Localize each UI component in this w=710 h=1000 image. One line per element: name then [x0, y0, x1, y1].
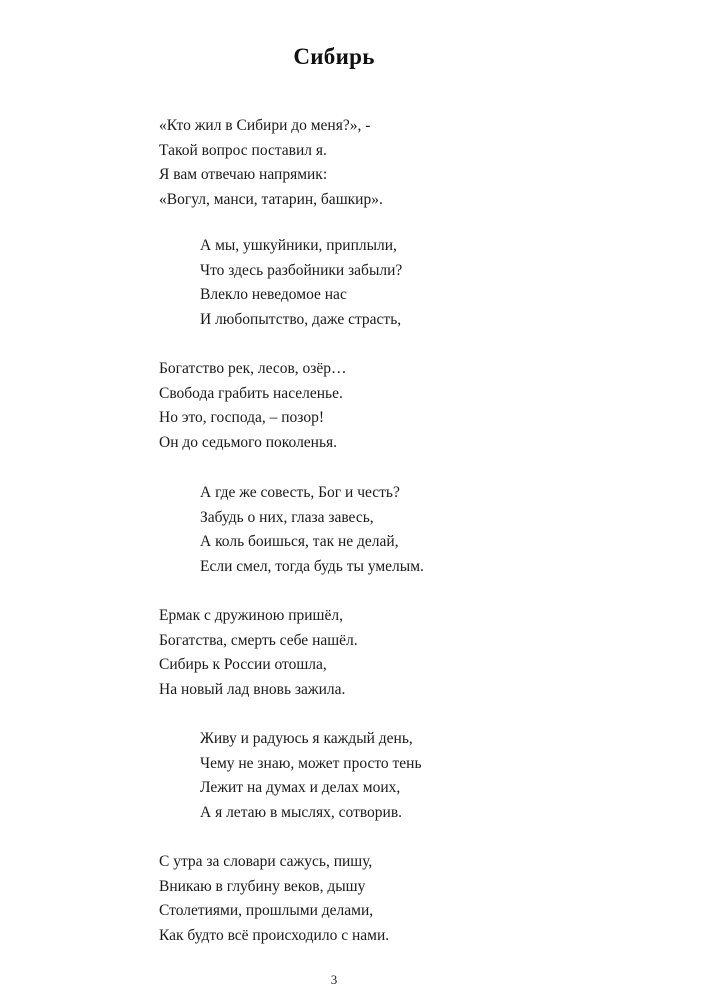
verse-line: А мы, ушкуйники, приплыли,	[200, 237, 397, 254]
stanza-6	[200, 727, 422, 825]
stanza-4	[200, 481, 424, 579]
verse-line: Ермак с дружиною пришёл,	[159, 607, 343, 624]
verse-line: Чему не знаю, может просто тень	[200, 754, 422, 772]
verse-line: Как будто всё происходило с нами.	[159, 926, 390, 944]
verse-line: Такой вопрос поставил я.	[159, 141, 327, 159]
verse-line: С утра за словари сажусь, пишу,	[159, 853, 373, 870]
verse-line: Но это, господа, – позор!	[159, 409, 325, 427]
verse-line: А коль боишься, так не делай,	[200, 533, 399, 551]
verse-line: Богатство рек, лесов, озёр…	[159, 360, 347, 377]
stanza-2	[200, 234, 402, 332]
stanza-1	[159, 114, 383, 212]
verse-line: «Вогул, манси, татарин, башкир».	[159, 190, 383, 208]
verse-line: Если смел, тогда будь ты умелым.	[200, 557, 424, 575]
verse-line: Богатства, смерть себе нашёл.	[159, 631, 358, 649]
verse-line: Лежит на думах и делах моих,	[200, 779, 401, 797]
verse-line: Свобода грабить населенье.	[159, 384, 343, 402]
verse-line: А я летаю в мыслях, сотворив.	[200, 803, 403, 821]
verse-line: Столетиями, прошлыми делами,	[159, 902, 374, 920]
stanza-5	[159, 604, 358, 702]
verse-line: Я вам отвечаю напрямик:	[159, 166, 328, 184]
stanza-7	[159, 850, 389, 948]
verse-line: «Кто жил в Сибири до меня?», -	[159, 117, 371, 134]
verse-line: Живу и радуюсь я каждый день,	[200, 730, 413, 747]
verse-line: Сибирь к России отошла,	[159, 656, 327, 674]
stanza-3	[159, 357, 347, 455]
poem-title: Сибирь	[293, 44, 375, 69]
verse-line: Влекло неведомое нас	[200, 286, 347, 304]
page-number: 3	[330, 972, 338, 987]
verse-line: Что здесь разбойники забыли?	[200, 261, 403, 279]
verse-line: На новый лад вновь зажила.	[159, 680, 346, 698]
verse-line: Вникаю в глубину веков, дышу	[159, 877, 366, 895]
verse-line: Он до седьмого поколенья.	[159, 433, 338, 451]
verse-line: Забудь о них, глаза завесь,	[200, 508, 374, 526]
verse-line: А где же совесть, Бог и честь?	[200, 484, 400, 501]
verse-line: И любопытство, даже страсть,	[200, 310, 402, 328]
